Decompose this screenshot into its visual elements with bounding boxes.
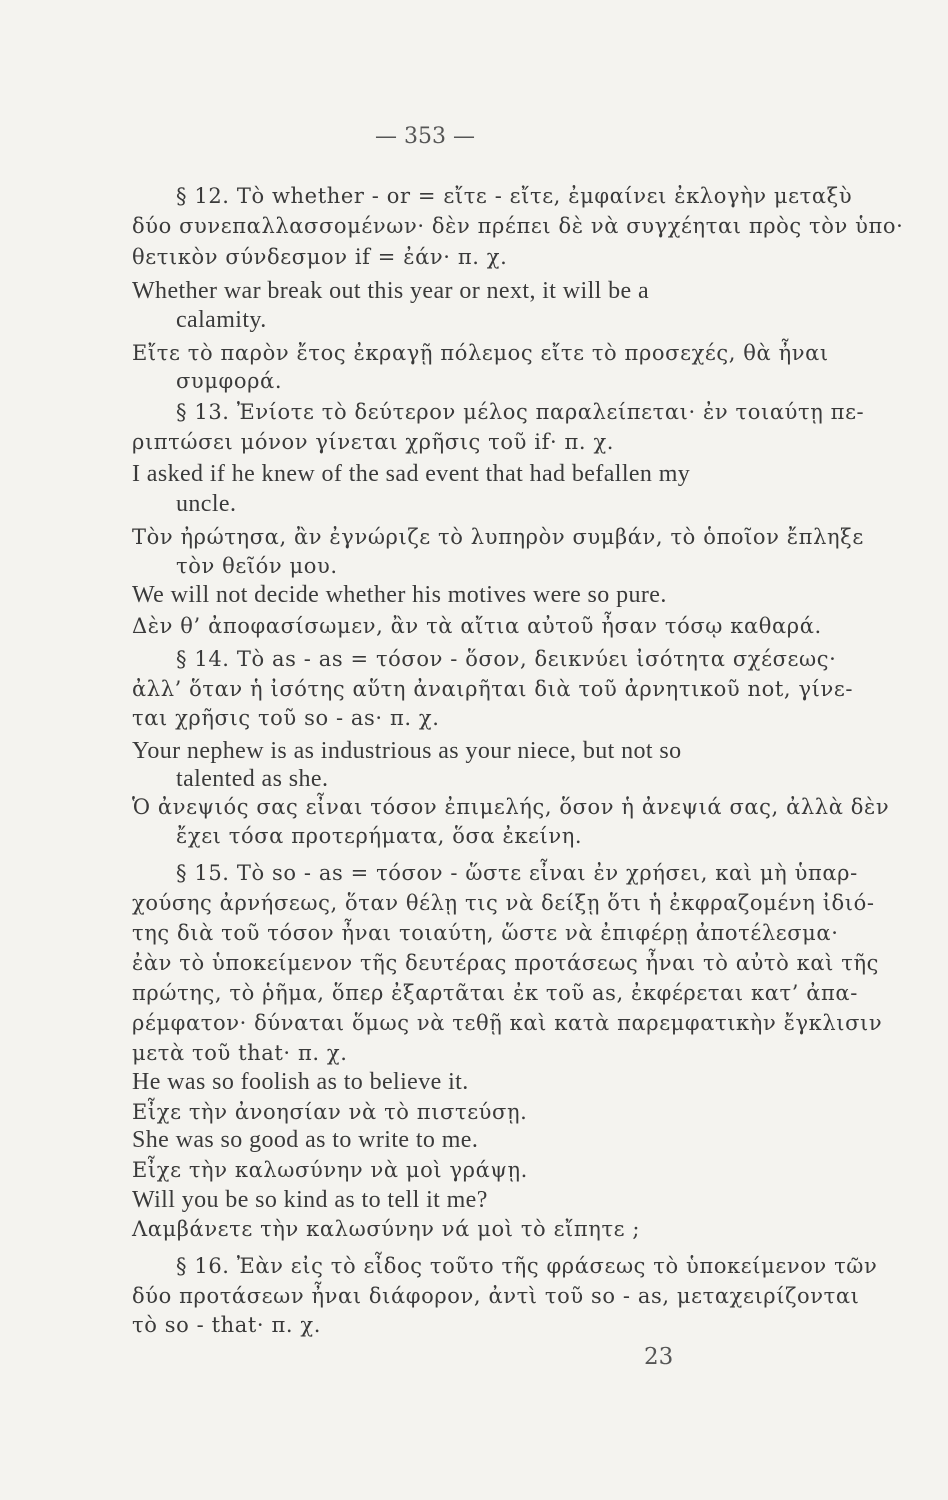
text-line: Τὸν ἠρώτησα, ἂν ἐγνώριζε τὸ λυπηρὸν συμβάν, τὸ ὁποῖον ἔπληξε <box>132 525 864 549</box>
text-line: ριπτώσει μόνον γίνεται χρῆσις τοῦ if· π. χ. <box>132 430 615 454</box>
text-line: Εἶχε τὴν ἀνοησίαν νὰ τὸ πιστεύσῃ. <box>132 1100 528 1124</box>
text-line: § 16. Ἐὰν εἰς τὸ εἶδος τοῦτο τῆς φράσεως τὸ ὑποκείμενον τῶν <box>176 1254 878 1278</box>
text-line: μετὰ τοῦ that· π. χ. <box>132 1041 348 1065</box>
text-line: Your nephew is as industrious as your niece, but not so <box>132 738 682 764</box>
text-line: τὸν θεῖόν μου. <box>176 554 338 578</box>
text-line: She was so good as to write to me. <box>132 1127 479 1153</box>
text-line: I asked if he knew of the sad event that had befallen my <box>132 461 691 487</box>
text-line: uncle. <box>176 491 237 517</box>
text-line: Will you be so kind as to tell it me? <box>132 1187 488 1213</box>
text-line: θετικὸν σύνδεσμον if = ἐάν· π. χ. <box>132 245 508 269</box>
text-line: calamity. <box>176 307 267 333</box>
text-line: ρέμφατον· δύναται ὅμως νὰ τεθῇ καὶ κατὰ παρεμφατικὴν ἔγκλισιν <box>132 1011 883 1035</box>
text-line: Εἶχε τὴν καλωσύνην νὰ μοὶ γράψῃ. <box>132 1158 528 1182</box>
text-line: ἀλλ’ ὅταν ἡ ἰσότης αὕτη ἀναιρῆται διὰ τοῦ ἀρνητικοῦ not, γίνε- <box>132 677 854 701</box>
text-line: § 15. Τὸ so - as = τόσον - ὥστε εἶναι ἐν χρήσει, καὶ μὴ ὑπαρ- <box>176 861 858 885</box>
text-line: talented as she. <box>176 766 329 792</box>
text-line: We will not decide whether his motives were so pure. <box>132 582 667 608</box>
signature-mark: 23 <box>644 1344 674 1370</box>
text-line: ται χρῆσις τοῦ so - as· π. χ. <box>132 706 440 730</box>
text-line: τὸ so - that· π. χ. <box>132 1313 322 1337</box>
text-line: ἔχει τόσα προτερήματα, ὅσα ἐκείνη. <box>176 824 583 848</box>
text-line: § 12. Τὸ whether - or = εἴτε - εἴτε, ἐμφαίνει ἐκλογὴν μεταξὺ <box>176 184 853 208</box>
text-line: § 13. Ἐνίοτε τὸ δεύτερον μέλος παραλείπεται· ἐν τοιαύτῃ πε- <box>176 400 865 424</box>
text-line: Whether war break out this year or next, it will be a <box>132 278 650 304</box>
text-line: χούσης ἀρνήσεως, ὅταν θέλῃ τις νὰ δείξῃ ὅτι ἡ ἐκφραζομένη ἰδιό- <box>132 891 875 915</box>
text-line: ἐὰν τὸ ὑποκείμενον τῆς δευτέρας προτάσεως ἦναι τὸ αὐτὸ καὶ τῆς <box>132 951 880 975</box>
text-line: He was so foolish as to believe it. <box>132 1069 469 1095</box>
text-line: πρώτης, τὸ ῥῆμα, ὅπερ ἐξαρτᾶται ἐκ τοῦ as, ἐκφέρεται κατ’ ἀπα- <box>132 981 858 1005</box>
text-line: δύο προτάσεων ἦναι διάφορον, ἀντὶ τοῦ so - as, μεταχειρίζονται <box>132 1284 860 1308</box>
text-line: Εἴτε τὸ παρὸν ἔτος ἐκραγῇ πόλεμος εἴτε τὸ προσεχές, θὰ ἦναι <box>132 341 829 365</box>
page-number: — 353 — <box>375 124 475 149</box>
text-line: συμφορά. <box>176 369 283 393</box>
text-line: Λαμβάνετε τὴν καλωσύνην νά μοὶ τὸ εἴπητε ; <box>132 1217 641 1241</box>
text-line: της διὰ τοῦ τόσον ἦναι τοιαύτη, ὥστε νὰ ἐπιφέρῃ ἀποτέλεσμα· <box>132 921 839 945</box>
text-line: Δὲν θ’ ἀποφασίσωμεν, ἂν τὰ αἴτια αὐτοῦ ἦσαν τόσῳ καθαρά. <box>132 614 822 638</box>
text-line: § 14. Τὸ as - as = τόσον - ὅσον, δεικνύει ἰσότητα σχέσεως· <box>176 647 837 671</box>
text-line: δύο συνεπαλλασσομένων· δὲν πρέπει δὲ νὰ συγχέηται πρὸς τὸν ὑπο· <box>132 214 904 238</box>
text-line: Ὁ ἀνεψιός σας εἶναι τόσον ἐπιμελής, ὅσον ἡ ἀνεψιά σας, ἀλλὰ δὲν <box>132 795 890 819</box>
